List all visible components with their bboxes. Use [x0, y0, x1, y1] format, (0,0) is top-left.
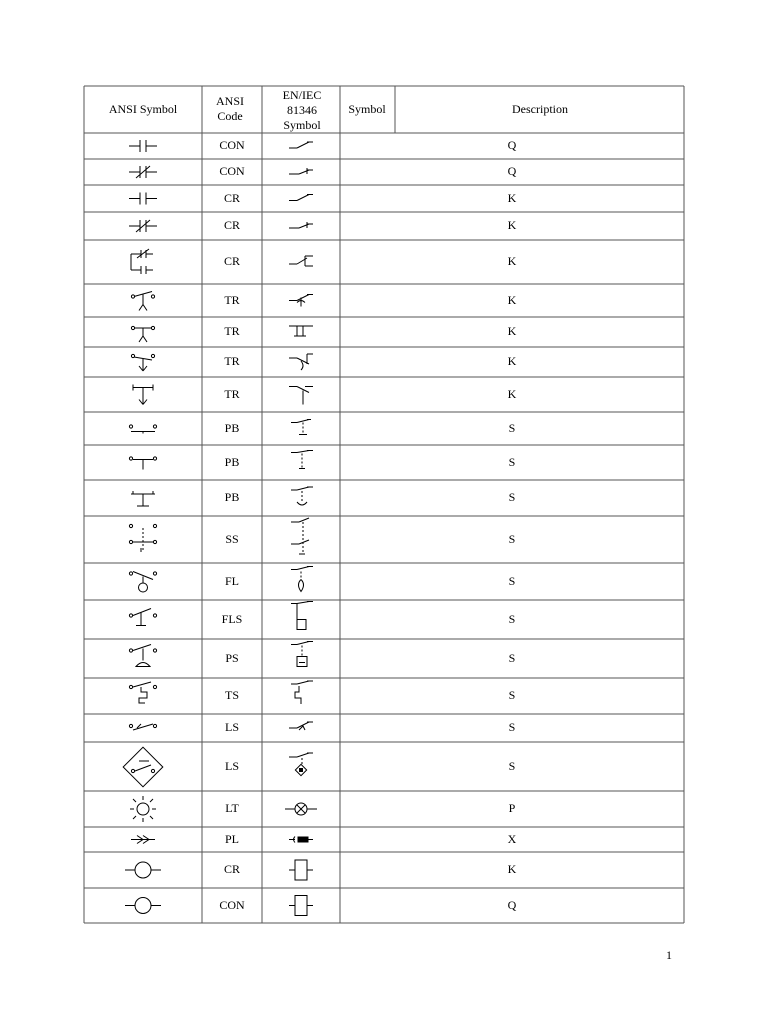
iec-plug-icon — [279, 828, 323, 851]
ansi-code-cell: TR — [224, 292, 240, 307]
relay-coil-icon — [121, 853, 165, 887]
ansi-code-cell: CR — [223, 190, 240, 205]
description-cell: Q — [507, 138, 517, 152]
mushroom-pushbutton-icon — [121, 481, 165, 515]
iec-lamp-icon — [279, 792, 323, 826]
description-cell: S — [508, 490, 516, 504]
ansi-code-cell: CON — [219, 138, 245, 152]
description-cell: S — [508, 420, 516, 435]
iec-pushbutton-no-icon — [279, 413, 323, 444]
description-cell: S — [508, 573, 516, 588]
iec-temperature-switch-icon — [279, 679, 323, 713]
timed-open-nc-contact-icon — [121, 378, 165, 411]
header-en-iec-symbol: EN/IEC 81346 Symbol — [282, 88, 322, 132]
changeover-contact-icon — [121, 241, 165, 283]
description-cell: K — [507, 862, 517, 876]
iec-off-delay-nc-contact-icon — [279, 378, 323, 411]
nc-contact-icon — [121, 213, 165, 239]
ansi-code-cell: FL — [224, 573, 239, 588]
description-cell: K — [507, 254, 517, 268]
ansi-code-cell: SS — [225, 531, 239, 546]
ansi-code-cell: LS — [224, 758, 239, 773]
description-cell: Q — [507, 897, 517, 912]
ansi-code-cell: TR — [224, 354, 240, 368]
iec-on-delay-contact-icon — [279, 285, 323, 316]
description-cell: S — [508, 611, 516, 626]
description-cell: S — [508, 650, 516, 665]
ansi-code-cell: CR — [223, 254, 240, 268]
description-cell: S — [508, 688, 516, 702]
no-contact-icon — [121, 134, 165, 158]
pushbutton-nc-icon — [121, 446, 165, 479]
description-cell: Q — [507, 164, 517, 178]
indicator-lamp-icon — [121, 792, 165, 826]
selector-switch-icon — [121, 518, 165, 562]
header-symbol: Symbol — [348, 102, 386, 116]
ansi-code-cell: TR — [224, 386, 240, 401]
limit-switch-icon — [121, 715, 165, 741]
ansi-code-cell: CON — [219, 897, 245, 912]
page-number: 1 — [666, 948, 672, 962]
description-cell: S — [508, 758, 516, 773]
timed-close-contact-icon — [121, 285, 165, 316]
ansi-code-cell: TR — [224, 324, 240, 338]
ansi-code-cell: PB — [224, 490, 240, 504]
iec-flow-switch-icon — [279, 564, 323, 599]
iec-off-delay-contact-icon — [279, 318, 323, 346]
iec-contactor-coil-icon — [279, 889, 323, 922]
pressure-switch-icon — [121, 640, 165, 677]
ansi-code-cell: TS — [224, 688, 239, 702]
temperature-switch-icon — [121, 679, 165, 713]
pushbutton-no-icon — [121, 413, 165, 444]
iec-relay-coil-icon — [279, 853, 323, 887]
ansi-code-cell: LT — [225, 801, 239, 815]
ansi-code-cell: LS — [224, 720, 239, 734]
description-cell: S — [508, 531, 516, 546]
nc-contact-icon — [121, 160, 165, 184]
plug-icon — [121, 828, 165, 851]
contactor-coil-icon — [121, 889, 165, 922]
iec-nc-contact-icon — [279, 160, 323, 184]
description-cell: P — [508, 801, 516, 815]
description-cell: X — [507, 831, 517, 846]
ansi-code-cell: CR — [223, 862, 240, 876]
header-ansi-code: ANSI Code — [215, 94, 244, 123]
iec-pressure-switch-icon — [279, 640, 323, 677]
flow-switch-icon — [121, 564, 165, 599]
iec-mushroom-pushbutton-icon — [279, 481, 323, 515]
description-cell: K — [507, 324, 517, 338]
description-cell: K — [507, 354, 517, 368]
ansi-code-cell: PL — [224, 831, 239, 846]
ansi-code-cell: PS — [225, 650, 239, 665]
iec-changeover-contact-icon — [279, 241, 323, 283]
header-ansi-symbol: ANSI Symbol — [108, 102, 178, 116]
ansi-code-cell: PB — [224, 454, 240, 469]
iec-pushbutton-nc-icon — [279, 446, 323, 479]
iec-on-delay-nc-contact-icon — [279, 348, 323, 376]
timed-open-contact-icon — [121, 318, 165, 346]
iec-limit-switch-icon — [279, 715, 323, 741]
ansi-code-cell: FLS — [221, 611, 243, 626]
iec-no-contact-icon — [279, 134, 323, 158]
description-cell: K — [507, 218, 517, 232]
no-contact-icon — [121, 186, 165, 211]
ansi-code-cell: CR — [223, 218, 240, 232]
timed-close-nc-contact-icon — [121, 348, 165, 376]
description-cell: K — [507, 386, 517, 401]
ansi-code-cell: PB — [224, 420, 240, 435]
description-cell: K — [507, 292, 517, 307]
proximity-switch-icon — [121, 745, 165, 789]
ansi-code-cell: CON — [219, 164, 245, 178]
description-cell: S — [508, 720, 516, 734]
description-cell: K — [507, 190, 517, 205]
iec-selector-switch-icon — [279, 518, 323, 562]
iec-proximity-switch-icon — [279, 745, 323, 789]
iec-float-switch-icon — [279, 601, 323, 638]
float-switch-icon — [121, 601, 165, 638]
iec-no-contact-icon — [279, 186, 323, 211]
iec-nc-contact-icon — [279, 213, 323, 239]
header-description: Description — [512, 102, 568, 116]
description-cell: S — [508, 454, 516, 469]
